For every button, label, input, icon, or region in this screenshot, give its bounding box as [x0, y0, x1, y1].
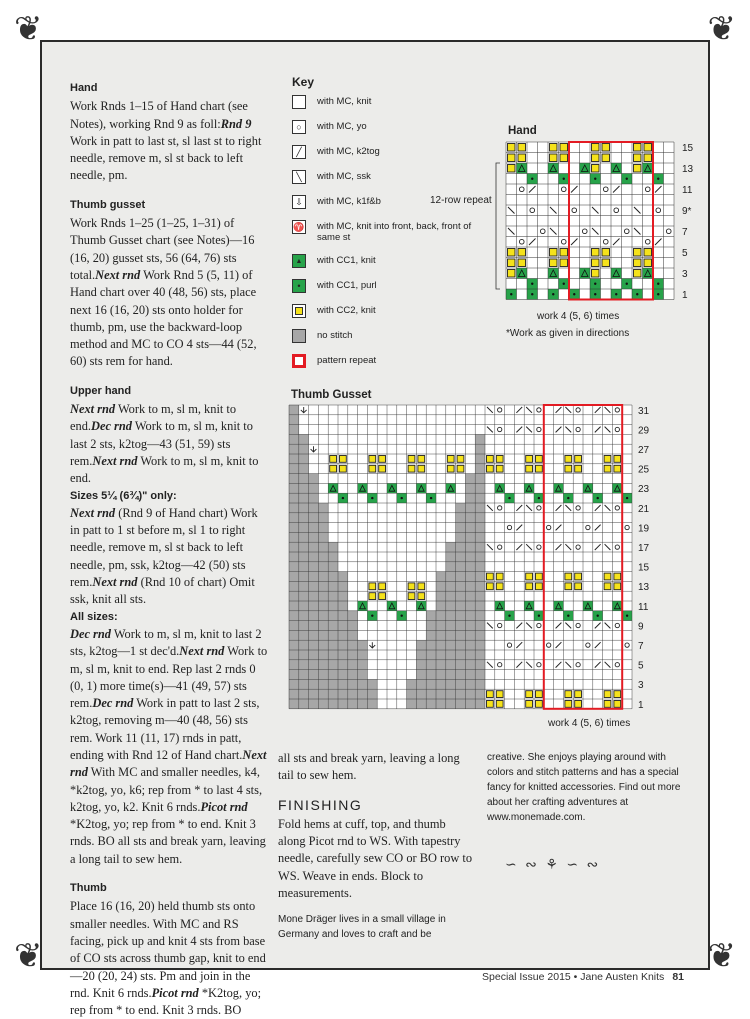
- instruction-label: Dec rnd: [91, 419, 132, 434]
- instruction-text: Place 16 (16, 20) held thumb sts onto smaller needles. With MC and RS facing, pick up and knit 4 sts from base of CO sts across thumb gap, knit to end—20 (20, 24) sts. Pm and join in the rnd. Knit 6 rnds.: [70, 899, 266, 1000]
- blank-symbol-icon: [292, 95, 306, 109]
- key-label: with CC2, knit: [317, 305, 376, 316]
- hand-chart-title: Hand: [508, 125, 537, 137]
- hand-footnote: *Work as given in directions: [506, 328, 630, 339]
- finishing-text: Fold hems at cuff, top, and thumb along Picot rnd to WS. With tapestry needle, carefully sew CO or BO row to WS. Weave in ends. Block to measurements.: [278, 816, 473, 901]
- corner-flourish-icon: ❦: [707, 9, 736, 49]
- cc1p-symbol-icon: •: [292, 279, 306, 293]
- repeat-label: 12-row repeat: [430, 195, 492, 206]
- issue-name: Special Issue 2015 • Jane Austen Knits: [482, 971, 665, 983]
- row-label: 5: [682, 247, 688, 259]
- instruction-text: Work Rnd 5 (5, 11) of Hand chart over 40 (48, 56) sts, place next 16 (16, 20) sts onto holder for thumb, pm, use the backward-loop method and MC to CO 4 sts—44 (52, 60) sts rem for hand.: [70, 267, 257, 369]
- key-row: [292, 354, 482, 379]
- row-label: 15: [682, 142, 694, 154]
- key-row: [292, 145, 482, 170]
- row-label: 25: [638, 464, 650, 476]
- kfb-symbol-icon: ⇩: [292, 195, 306, 209]
- instruction-text: Work to m, sl m, knit to end. Rep last 2 rnds 0 (0, 1) more time(s)—41 (49, 57) sts rem.: [70, 644, 268, 711]
- key-row: [292, 254, 482, 279]
- ssk-symbol-icon: ╲: [292, 170, 306, 184]
- instruction-text: Work to m, sl m, knit to end.: [70, 453, 259, 486]
- row-label: 9*: [682, 205, 692, 217]
- designer-bio: Mone Dräger lives in a small village in Germany and loves to craft and be: [278, 914, 446, 941]
- section-heading: Upper hand: [70, 384, 132, 397]
- key-label: with MC, ssk: [317, 171, 371, 182]
- finishing-heading: FINISHING: [278, 796, 363, 813]
- corner-flourish-icon: ❦: [14, 936, 43, 976]
- instruction-label: Next rnd: [70, 505, 116, 520]
- instruction-label: Next rnd: [92, 575, 138, 590]
- key-label: with MC, knit: [317, 96, 372, 107]
- nost-symbol-icon: [292, 329, 306, 343]
- key-row: [292, 220, 482, 254]
- page-number: 81: [672, 971, 684, 983]
- paragraph: [70, 898, 270, 1019]
- cc2k-symbol-icon: [292, 304, 306, 318]
- instruction-text: Work Rnds 1–15 of Hand chart (see Notes), working Rnd 9 as foll:: [70, 99, 248, 131]
- key-label: with MC, k2tog: [317, 146, 380, 157]
- instruction-label: Next rnd: [70, 402, 116, 417]
- ornament-divider-icon: ∽ ∾ ⚘ ∽ ∾: [505, 857, 601, 873]
- row-label: 27: [638, 445, 650, 457]
- instruction-text: Work in patt to last st, sl last st to right needle, remove m, sl st back to left needle, pm.: [70, 133, 262, 183]
- instruction-label: Rnd 9: [220, 116, 252, 131]
- row-label: 1: [638, 699, 644, 711]
- yo-symbol-icon: ○: [292, 120, 306, 134]
- row-label: 5: [638, 660, 644, 672]
- text-continued: all sts and break yarn, leaving a long tail to sew hem.: [278, 751, 460, 783]
- key-row: [292, 95, 482, 120]
- instruction-text: Work in patt to last 2 sts, k2tog, removing m—40 (48, 56) sts rem. Work 11 (11, 17) rnds in patt, ending with Rnd 12 of Hand chart.: [70, 696, 260, 762]
- repeat-symbol-icon: [292, 354, 306, 368]
- row-label: 31: [638, 405, 650, 417]
- subheading: Sizes 5¼ (6¾)" only:: [70, 489, 177, 502]
- left-column-text: [70, 80, 270, 1019]
- k2tog-symbol-icon: ╱: [292, 145, 306, 159]
- row-label: 3: [638, 680, 644, 692]
- row-label: 1: [682, 289, 688, 301]
- instruction-label: Dec rnd: [70, 626, 111, 641]
- row-label: 15: [638, 562, 650, 574]
- instruction-label: Picot rnd: [200, 799, 248, 814]
- key-label: with CC1, knit: [317, 255, 376, 266]
- key-row: [292, 279, 482, 304]
- row-label: 17: [638, 543, 650, 555]
- instruction-text: *K2tog, yo; rep from * to end. Knit 3 rnds. BO all sts and break yarn, leaving a long tail to sew hem.: [70, 817, 266, 866]
- key-row: [292, 170, 482, 195]
- instruction-text: *K2tog, yo; rep from * to end. Knit 3 rnds. BO: [70, 985, 262, 1018]
- row-label: 21: [638, 503, 650, 515]
- row-label: 11: [682, 184, 693, 196]
- row-label: 13: [638, 582, 650, 594]
- row-label: 19: [638, 523, 650, 535]
- instruction-text: Work to m, sl m, knit to end.: [70, 402, 237, 434]
- instruction-label: Dec rnd: [92, 696, 134, 711]
- row-label: 7: [682, 226, 688, 238]
- chart-key: [292, 75, 482, 379]
- row-label: 11: [638, 601, 649, 613]
- cc1k-symbol-icon: ▲: [292, 254, 306, 268]
- section-heading: Thumb: [70, 882, 107, 895]
- instruction-text: With MC and smaller needles, k4, *k2tog, yo, k6; rep from * to last 4 sts, k2tog, yo, k2. Knit 6 rnds.: [70, 765, 263, 814]
- gusset-chart-title: Thumb Gusset: [291, 389, 372, 401]
- hand-work-note: work 4 (5, 6) times: [537, 311, 620, 322]
- key-label: with MC, knit into front, back, front of same st: [317, 221, 472, 243]
- paragraph: [70, 401, 270, 487]
- paragraph: [70, 98, 270, 184]
- instruction-label: Next rnd: [179, 644, 225, 659]
- key-label: with MC, yo: [317, 121, 367, 132]
- designer-bio-continued: creative. She enjoys playing around with colors and stitch patterns and has a special fancy for knitted accessories. Find out more about her crafting adventures at www.monemade.com.: [487, 752, 681, 823]
- key-row: [292, 304, 482, 329]
- key-label: with CC1, purl: [317, 280, 377, 291]
- row-label: 9: [638, 621, 644, 633]
- hand-chart: [506, 142, 694, 304]
- corner-flourish-icon: ❦: [707, 936, 736, 976]
- instruction-text: (Rnd 10 of chart) Omit ssk, knit all sts.: [70, 575, 255, 607]
- section-heading: Hand: [70, 82, 98, 94]
- row-label: 7: [638, 641, 644, 653]
- key-row: [292, 120, 482, 145]
- paragraph: [70, 505, 270, 609]
- instruction-text: (Rnd 9 of Hand chart) Work in patt to 1 st before m, sl 1 to right needle, remove m, sl st back to left needle, pm, ssk, k2tog—42 (50) sts rem.: [70, 505, 258, 590]
- instruction-text: Work to m, sl m, knit to last 2 sts, k2tog—43 (51, 59) sts rem.: [70, 419, 253, 468]
- instruction-label: Next rnd: [70, 747, 267, 780]
- section-heading: Thumb gusset: [70, 198, 146, 211]
- key-label: with MC, k1f&b: [317, 196, 381, 207]
- gusset-work-note: work 4 (5, 6) times: [548, 718, 631, 729]
- row-label: 29: [638, 425, 650, 437]
- key-label: pattern repeat: [317, 355, 377, 366]
- subheading: All sizes:: [70, 610, 118, 623]
- k3-symbol-icon: ♈: [292, 220, 306, 234]
- instruction-label: Next rnd: [92, 453, 138, 468]
- instruction-label: Next rnd: [95, 267, 141, 282]
- key-title: Key: [292, 75, 315, 89]
- instruction-text: Work to m, sl m, knit to last 2 sts, k2tog—1 st dec'd.: [70, 626, 262, 659]
- key-label: no stitch: [317, 330, 353, 341]
- row-label: 3: [682, 268, 688, 280]
- page-footer: [482, 971, 684, 983]
- paragraph: [70, 626, 270, 868]
- row-label: 23: [638, 484, 650, 496]
- instruction-label: Picot rnd: [151, 985, 199, 1000]
- gusset-chart: [289, 405, 674, 717]
- row-label: 13: [682, 163, 694, 175]
- instruction-text: Work Rnds 1–25 (1–25, 1–31) of Thumb Gusset chart (see Notes)—16 (16, 20) gusset sts, 56 (64, 76) sts total.: [70, 216, 255, 282]
- paragraph: [70, 215, 270, 371]
- key-row: [292, 329, 482, 354]
- middle-bottom-text: [278, 750, 473, 942]
- corner-flourish-icon: ❦: [14, 9, 43, 49]
